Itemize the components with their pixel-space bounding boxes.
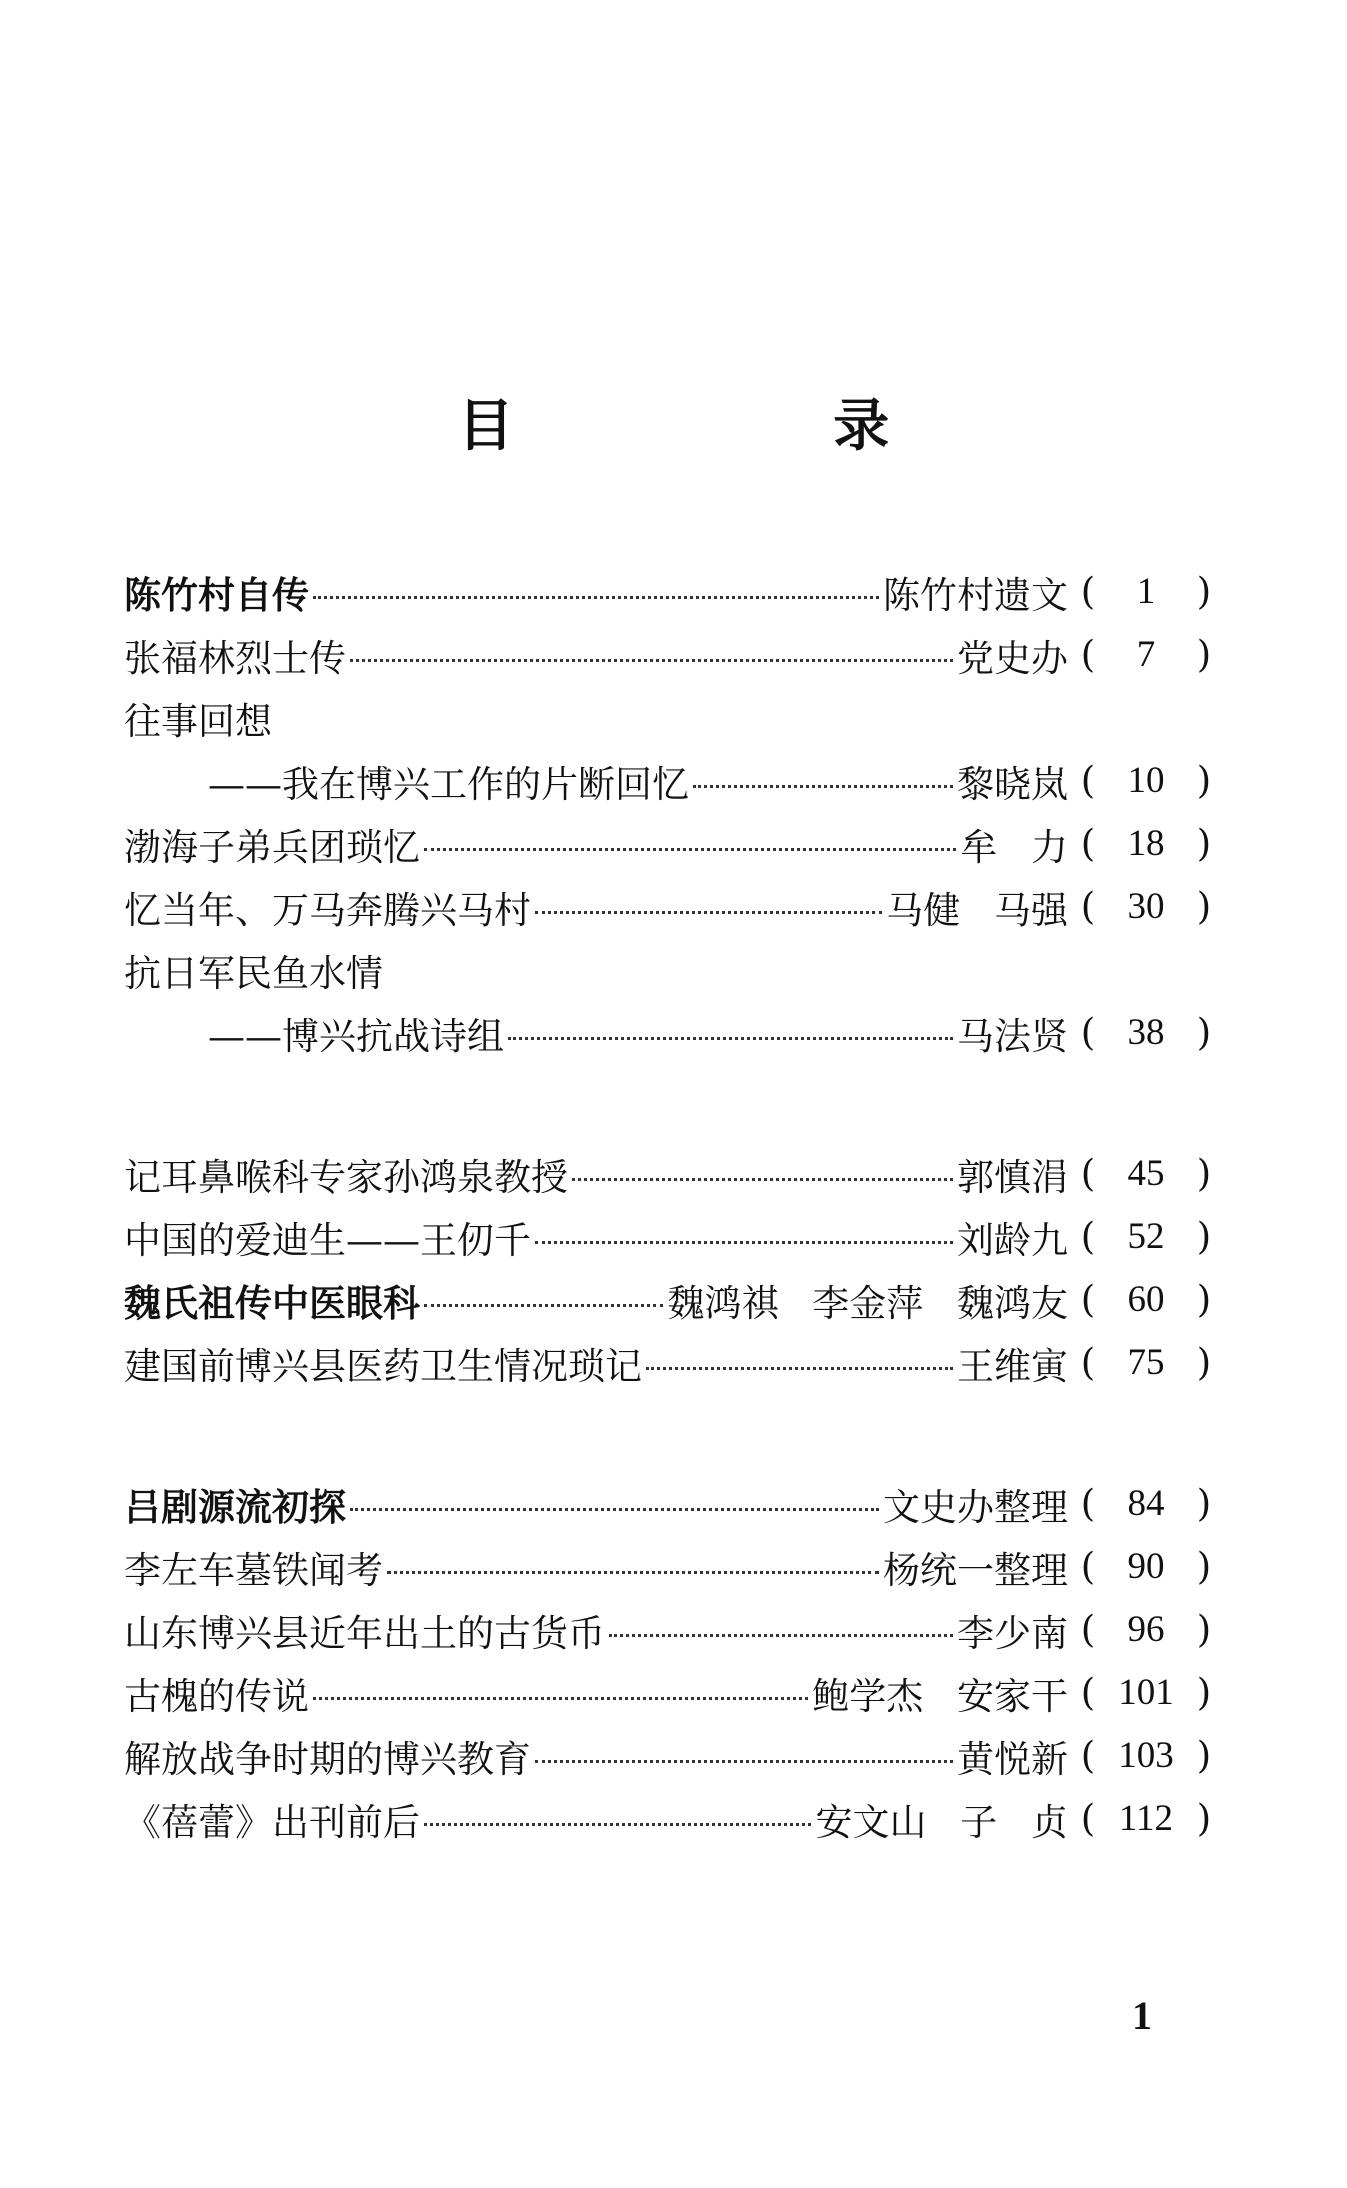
- open-paren: (: [1080, 1011, 1096, 1054]
- toc-entry: [124, 1331, 1214, 1394]
- close-paren: ): [1196, 1011, 1212, 1054]
- dot-leader: [424, 1823, 811, 1826]
- toc-entry-title: 《蓓蕾》出刊前后: [124, 1800, 420, 1844]
- toc-entry-page-ref: [1078, 1608, 1214, 1651]
- close-paren: ): [1196, 1152, 1212, 1195]
- toc-entry: [124, 1724, 1214, 1787]
- close-paren: ): [1196, 1797, 1212, 1840]
- open-paren: (: [1080, 1608, 1096, 1651]
- toc-entry-title: 古槐的传说: [124, 1674, 309, 1718]
- toc-entry: [124, 875, 1214, 938]
- page-title: 目 录: [457, 394, 1040, 459]
- section-gap: [124, 1064, 1214, 1142]
- open-paren: (: [1080, 1341, 1096, 1384]
- toc-entry-author: 黎晓岚: [957, 762, 1068, 806]
- dot-leader: [508, 1037, 953, 1040]
- open-paren: (: [1080, 1545, 1096, 1588]
- toc-entry-page-number: 7: [1136, 634, 1156, 675]
- toc-entry-author: 魏鸿祺 李金萍 魏鸿友: [667, 1281, 1068, 1325]
- toc-entry-author: 马法贤: [957, 1014, 1068, 1058]
- toc-entry-page-number: 38: [1127, 1012, 1165, 1053]
- dot-leader: [693, 785, 953, 788]
- open-paren: (: [1080, 1152, 1096, 1195]
- toc-entry-title: ——博兴抗战诗组: [208, 1014, 504, 1058]
- toc-entry-author: 文史办整理: [883, 1485, 1068, 1529]
- toc-entry: [124, 686, 1214, 749]
- toc-entry-page-number: 60: [1127, 1279, 1165, 1320]
- toc-entry-author: 王维寅: [957, 1344, 1068, 1388]
- toc-entry-title: 吕剧源流初探: [124, 1485, 346, 1529]
- dot-leader: [572, 1178, 953, 1181]
- toc-entry-page-ref: [1078, 570, 1214, 613]
- toc-entry-author: 郭慎涓: [957, 1155, 1068, 1199]
- toc-entry-author: 马健 马强: [886, 888, 1068, 932]
- toc-entry-page-number: 112: [1118, 1798, 1174, 1839]
- toc-entry-page-ref: [1078, 1341, 1214, 1384]
- open-paren: (: [1080, 1671, 1096, 1714]
- toc-entry-page-number: 52: [1127, 1216, 1165, 1257]
- open-paren: (: [1080, 1734, 1096, 1777]
- toc-entry-author: 陈竹村遗文: [883, 573, 1068, 617]
- close-paren: ): [1196, 1482, 1212, 1525]
- toc-entry-page-ref: [1078, 1011, 1214, 1054]
- close-paren: ): [1196, 759, 1212, 802]
- open-paren: (: [1080, 570, 1096, 613]
- toc-entry-title: 忆当年、万马奔腾兴马村: [124, 888, 531, 932]
- toc-entry-page-ref: [1078, 885, 1214, 928]
- close-paren: ): [1196, 885, 1212, 928]
- toc-entry-title: 李左车墓铁闻考: [124, 1548, 383, 1592]
- dot-leader: [646, 1367, 953, 1370]
- toc-entry-page-ref: [1078, 1797, 1214, 1840]
- toc-entry-page-number: 30: [1127, 886, 1165, 927]
- close-paren: ): [1196, 633, 1212, 676]
- toc-entry-title: 渤海子弟兵团琐忆: [124, 825, 420, 869]
- toc-entry: [124, 1205, 1214, 1268]
- toc-entry: [124, 1535, 1214, 1598]
- toc-entry: [124, 1598, 1214, 1661]
- toc-entry-page-ref: [1078, 1482, 1214, 1525]
- toc-entry: [124, 1142, 1214, 1205]
- dot-leader: [424, 1304, 663, 1307]
- toc-entry-title: 解放战争时期的博兴教育: [124, 1737, 531, 1781]
- toc-entry: [124, 1268, 1214, 1331]
- dot-leader: [424, 848, 956, 851]
- toc-entry-page-number: 10: [1127, 760, 1165, 801]
- toc-entry-title: 山东博兴县近年出土的古货币: [124, 1611, 605, 1655]
- toc-entry-title: 往事回想: [124, 699, 272, 743]
- toc-entry-page-number: 84: [1127, 1483, 1165, 1524]
- toc-entry-page-number: 96: [1127, 1609, 1165, 1650]
- open-paren: (: [1080, 1215, 1096, 1258]
- toc-entry-title: 张福林烈士传: [124, 636, 346, 680]
- toc-entry-page-number: 103: [1118, 1735, 1174, 1776]
- open-paren: (: [1080, 885, 1096, 928]
- dot-leader: [535, 1760, 953, 1763]
- toc-entry-page-number: 1: [1136, 571, 1156, 612]
- toc-entry: [124, 1787, 1214, 1850]
- toc-entry-page-number: 101: [1118, 1672, 1174, 1713]
- toc-entry: [124, 1661, 1214, 1724]
- dot-leader: [535, 911, 882, 914]
- close-paren: ): [1196, 1545, 1212, 1588]
- open-paren: (: [1080, 1797, 1096, 1840]
- close-paren: ): [1196, 1608, 1212, 1651]
- toc-entry-author: 党史办: [957, 636, 1068, 680]
- toc-entry: [124, 938, 1214, 1001]
- toc-entry-page-ref: [1078, 1671, 1214, 1714]
- toc-entry-page-number: 75: [1127, 1342, 1165, 1383]
- toc-entry-page-number: 18: [1127, 823, 1165, 864]
- toc-entry-title: 中国的爱迪生——王仞千: [124, 1218, 531, 1262]
- toc-entry-page-ref: [1078, 1152, 1214, 1195]
- open-paren: (: [1080, 822, 1096, 865]
- open-paren: (: [1080, 1482, 1096, 1525]
- toc-entry-title: 魏氏祖传中医眼科: [124, 1281, 420, 1325]
- toc-entry-page-ref: [1078, 822, 1214, 865]
- close-paren: ): [1196, 570, 1212, 613]
- dot-leader: [609, 1634, 953, 1637]
- toc-entry: [124, 560, 1214, 623]
- toc-entry: [124, 812, 1214, 875]
- open-paren: (: [1080, 633, 1096, 676]
- toc-entry-author: 安文山 子 贞: [815, 1800, 1068, 1844]
- open-paren: (: [1080, 759, 1096, 802]
- toc-entry-author: 李少南: [957, 1611, 1068, 1655]
- dot-leader: [350, 659, 953, 662]
- toc-entry-page-number: 45: [1127, 1153, 1165, 1194]
- page-number: 1: [1132, 1993, 1152, 2038]
- toc-entry-author: 杨统一整理: [883, 1548, 1068, 1592]
- dot-leader: [313, 596, 879, 599]
- close-paren: ): [1196, 1671, 1212, 1714]
- toc-entry-page-ref: [1078, 1278, 1214, 1321]
- close-paren: ): [1196, 822, 1212, 865]
- toc-entry: [124, 1472, 1214, 1535]
- toc-entry-author: 鲍学杰 安家干: [812, 1674, 1068, 1718]
- toc-entry-page-ref: [1078, 1215, 1214, 1258]
- close-paren: ): [1196, 1215, 1212, 1258]
- close-paren: ): [1196, 1734, 1212, 1777]
- section-gap: [124, 1394, 1214, 1472]
- open-paren: (: [1080, 1278, 1096, 1321]
- toc-entry-author: 刘龄九: [957, 1218, 1068, 1262]
- dot-leader: [313, 1697, 808, 1700]
- close-paren: ): [1196, 1278, 1212, 1321]
- toc-entry: [124, 623, 1214, 686]
- toc-entry-title: 抗日军民鱼水情: [124, 951, 383, 995]
- toc-entry-page-ref: [1078, 1545, 1214, 1588]
- toc-entry-page-ref: [1078, 759, 1214, 802]
- toc-entry-title: 陈竹村自传: [124, 573, 309, 617]
- toc-entry-title: 建国前博兴县医药卫生情况琐记: [124, 1344, 642, 1388]
- toc-entry-page-ref: [1078, 1734, 1214, 1777]
- dot-leader: [535, 1241, 953, 1244]
- toc-entry-title: 记耳鼻喉科专家孙鸿泉教授: [124, 1155, 568, 1199]
- toc-entry: [124, 749, 1214, 812]
- dot-leader: [350, 1508, 879, 1511]
- toc-entry-page-number: 90: [1127, 1546, 1165, 1587]
- toc-entry: [124, 1001, 1214, 1064]
- toc-entry-title: ——我在博兴工作的片断回忆: [208, 762, 689, 806]
- dot-leader: [387, 1571, 879, 1574]
- toc-entry-author: 牟 力: [960, 825, 1068, 869]
- table-of-contents: [124, 560, 1214, 1850]
- toc-entry-page-ref: [1078, 633, 1214, 676]
- close-paren: ): [1196, 1341, 1212, 1384]
- toc-entry-author: 黄悦新: [957, 1737, 1068, 1781]
